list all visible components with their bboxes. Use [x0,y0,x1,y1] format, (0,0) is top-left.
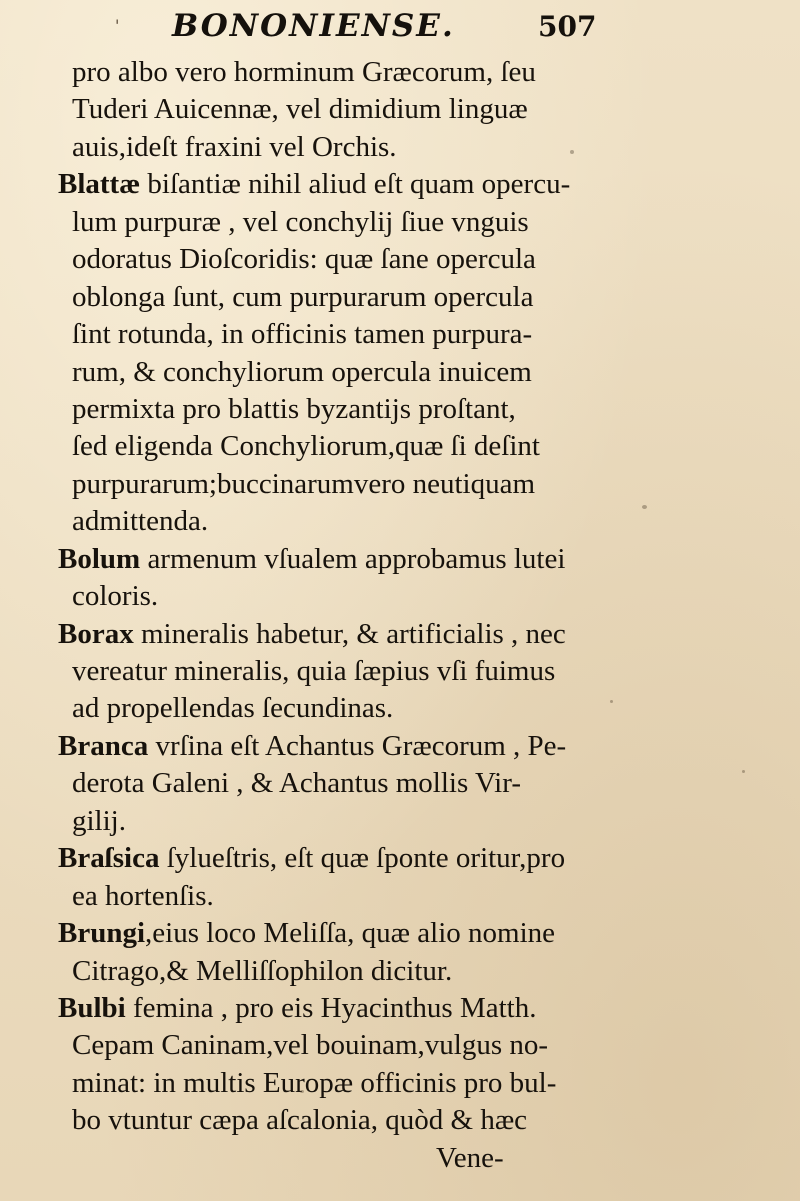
paper-speck [742,770,745,773]
text-line [58,503,618,540]
line-text: ſylueſtris, eſt quæ ſponte oritur,pro [159,842,566,875]
line-text: mineralis habetur, & artificialis , nec [133,617,566,650]
text-line [58,653,618,690]
line-text: biſantiæ nihil aliud eſt quam opercu- [140,168,571,201]
line-text: Tuderi Auicennæ, vel dimidium linguæ [72,93,528,126]
entry-headword: Braſsica [58,842,160,875]
entry-headword: Branca [58,729,149,762]
text-line [58,1027,618,1064]
line-text: rum, & conchyliorum opercula inuicem [72,355,532,388]
line-text: lum purpuræ , vel conchylij ſiue vnguis [72,205,529,238]
entry-line [58,840,618,877]
line-text: derota Galeni , & Achantus mollis Vir- [72,767,521,800]
line-text: auis,ideſt fraxini vel Orchis. [72,130,397,163]
line-text: odoratus Dioſcoridis: quæ ſane opercula [72,243,536,276]
text-line [58,1102,618,1139]
text-line [58,1065,618,1102]
line-text: ,eius loco Meliſſa, quæ alio nomine [145,917,555,950]
paper-speck [610,700,613,703]
line-text: vrſina eſt Achantus Græcorum , Pe- [148,729,567,762]
line-text: femina , pro eis Hyacinthus Matth. [125,991,537,1024]
entry-headword: Blattæ [58,168,141,201]
catchword: Vene- [436,1141,504,1174]
line-text: gilij. [72,804,126,837]
text-line [58,953,618,990]
entry-headword: Bulbi [58,991,126,1024]
entry-line [58,728,618,765]
text-line [58,578,618,615]
text-line [58,765,618,802]
entry-line [58,616,618,653]
text-line [58,803,618,840]
text-line [58,466,618,503]
entry-line [58,990,618,1027]
line-text: oblonga ſunt, cum purpurarum opercula [72,280,534,313]
text-line [58,690,618,727]
running-head [60,6,620,46]
text-line [58,91,618,128]
line-text: permixta pro blattis byzantijs proſtant, [72,392,516,425]
line-text: ea hortenſis. [72,879,214,912]
head-ornament: ' [115,16,120,35]
text-line [58,878,618,915]
entry-headword: Borax [58,617,134,650]
line-text: Cepam Caninam,vel bouinam,vulgus no- [72,1029,549,1062]
entry-line [58,166,618,203]
line-text: ſed eligenda Conchyliorum,quæ ſi deſint [72,430,540,463]
text-line [58,391,618,428]
entry-line [58,541,618,578]
text-line [58,279,618,316]
text-line [58,354,618,391]
text-line [58,129,618,166]
entry-line [58,915,618,952]
line-text: ad propellendas ſecundinas. [72,692,394,725]
line-text: coloris. [72,580,159,613]
page-number: 507 [538,10,597,43]
text-line [58,241,618,278]
line-text: ſint rotunda, in officinis tamen purpura- [72,318,533,351]
line-text: bo vtuntur cæpa aſcalonia, quòd & hæc [72,1104,528,1137]
entry-headword: Bolum [58,542,141,575]
text-line [58,316,618,353]
line-text: Citrago,& Melliſſophilon dicitur. [72,954,453,987]
page-title: BONONIENSE. [172,8,455,44]
line-text: armenum vſualem approbamus lutei [140,542,566,575]
paper-speck [300,1090,304,1093]
text-line [58,428,618,465]
paper-speck [570,150,574,154]
text-line [58,204,618,241]
line-text: purpurarum;buccinarumvero neutiquam [72,467,536,500]
line-text: minat: in multis Europæ officinis pro bul- [72,1066,557,1099]
entry-headword: Brungi [58,917,146,950]
paper-speck [642,505,647,509]
text-body [58,54,618,1177]
line-text: vereatur mineralis, quia ſæpius vſi fuimus [72,655,556,687]
line-text: pro albo vero horminum Græcorum, ſeu [72,56,536,88]
text-line [58,54,618,91]
line-text: admittenda. [72,505,209,538]
